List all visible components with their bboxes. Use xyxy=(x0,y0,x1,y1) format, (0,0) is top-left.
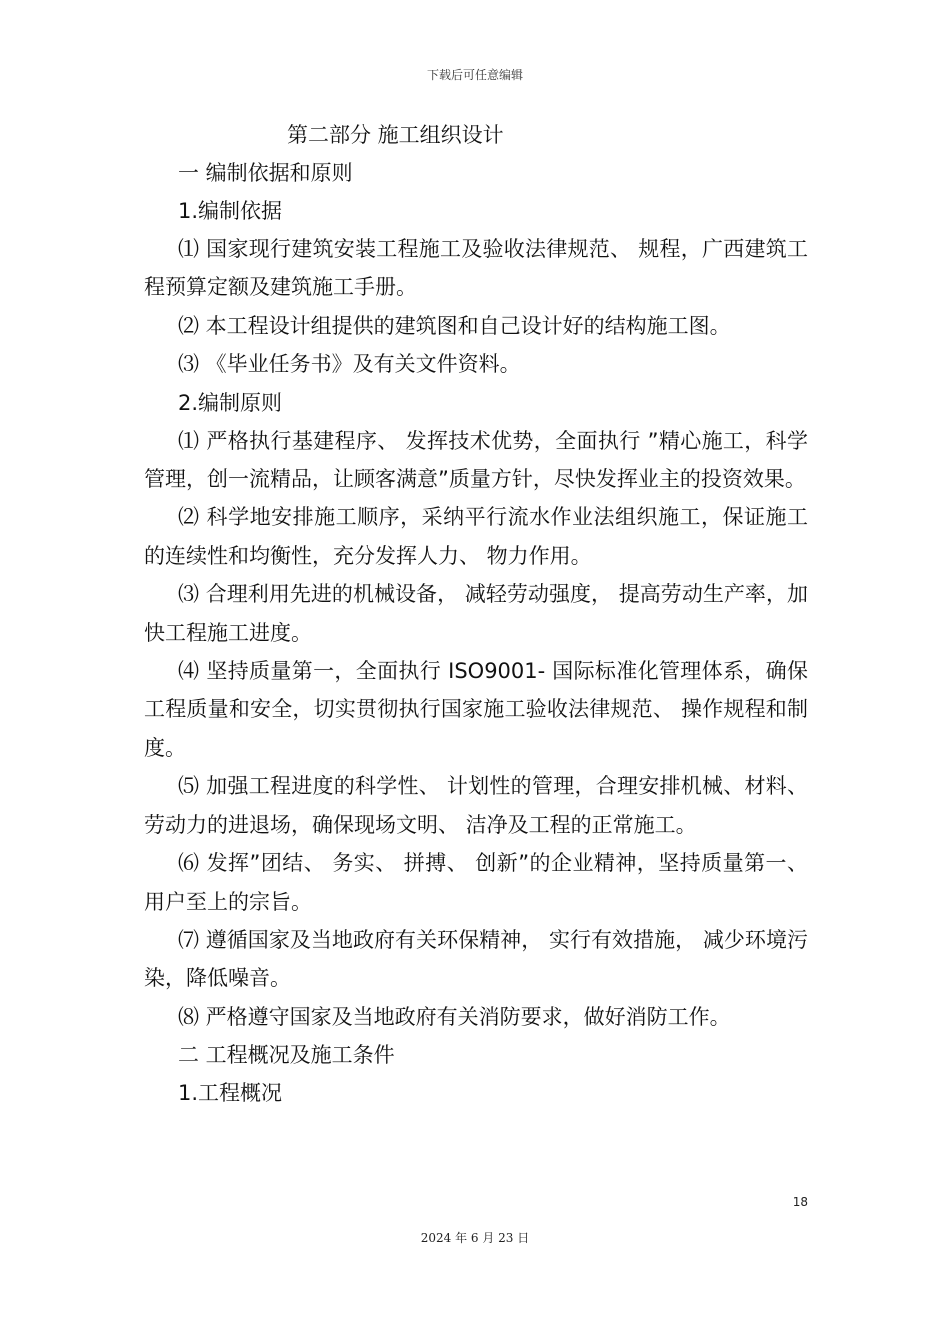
principle-item-2: ⑵ 科学地安排施工顺序，采纳平行流水作业法组织施工，保证施工的连续性和均衡性，充分发挥人力、 物力作用。 xyxy=(144,505,808,568)
principle-item-1: ⑴ 严格执行基建程序、 发挥技术优势，全面执行 ”精心施工，科学管理，创一流精品，让顾客满意”质量方针，尽快发挥业主的投资效果。 xyxy=(144,428,808,492)
principle-item-4: ⑷ 坚持质量第一，全面执行 ISO9001- 国际标准化管理体系，确保工程质量和安全，切实贯彻执行国家施工验收法律规范、 操作规程和制度。 xyxy=(144,659,808,760)
subsection-heading-overview: 1.工程概况 xyxy=(178,1081,283,1106)
page-number: 18 xyxy=(792,1195,808,1209)
subsection-heading-basis: 1.编制依据 xyxy=(178,199,283,223)
principle-item-7: ⑺ 遵循国家及当地政府有关环保精神， 实行有效措施， 减少环境污染，降低噪音。 xyxy=(144,927,808,991)
subsection-heading-principles: 2.编制原则 xyxy=(178,390,283,415)
basis-item-2: ⑵ 本工程设计组提供的建筑图和自己设计好的结构施工图。 xyxy=(178,313,731,338)
principle-item-6: ⑹ 发挥”团结、 务实、 拼搏、 创新”的企业精神，坚持质量第一、 用户至上的宗旨。 xyxy=(144,851,808,914)
principle-item-3: ⑶ 合理利用先进的机械设备， 减轻劳动强度， 提高劳动生产率，加快工程施工进度。 xyxy=(144,582,808,645)
footer-date: 2024 年 6 月 23 日 xyxy=(420,1231,530,1245)
document-body xyxy=(144,116,808,1112)
basis-item-1: ⑴ 国家现行建筑安装工程施工及验收法律规范、 规程，广西建筑工程预算定额及建筑施工手册。 xyxy=(144,237,808,300)
principle-item-5: ⑸ 加强工程进度的科学性、 计划性的管理，合理安排机械、材料、 劳动力的进退场，确保现场文明、 洁净及工程的正常施工。 xyxy=(144,774,808,837)
principle-item-8: ⑻ 严格遵守国家及当地政府有关消防要求，做好消防工作。 xyxy=(178,1004,731,1029)
header-note: 下载后可任意编辑 xyxy=(426,68,523,82)
section-heading-1: 一 编制依据和原则 xyxy=(178,161,353,185)
document-title: 第二部分 施工组织设计 xyxy=(287,123,504,147)
section-heading-2: 二 工程概况及施工条件 xyxy=(178,1043,395,1068)
basis-item-3: ⑶ 《毕业任务书》及有关文件资料。 xyxy=(178,352,521,377)
